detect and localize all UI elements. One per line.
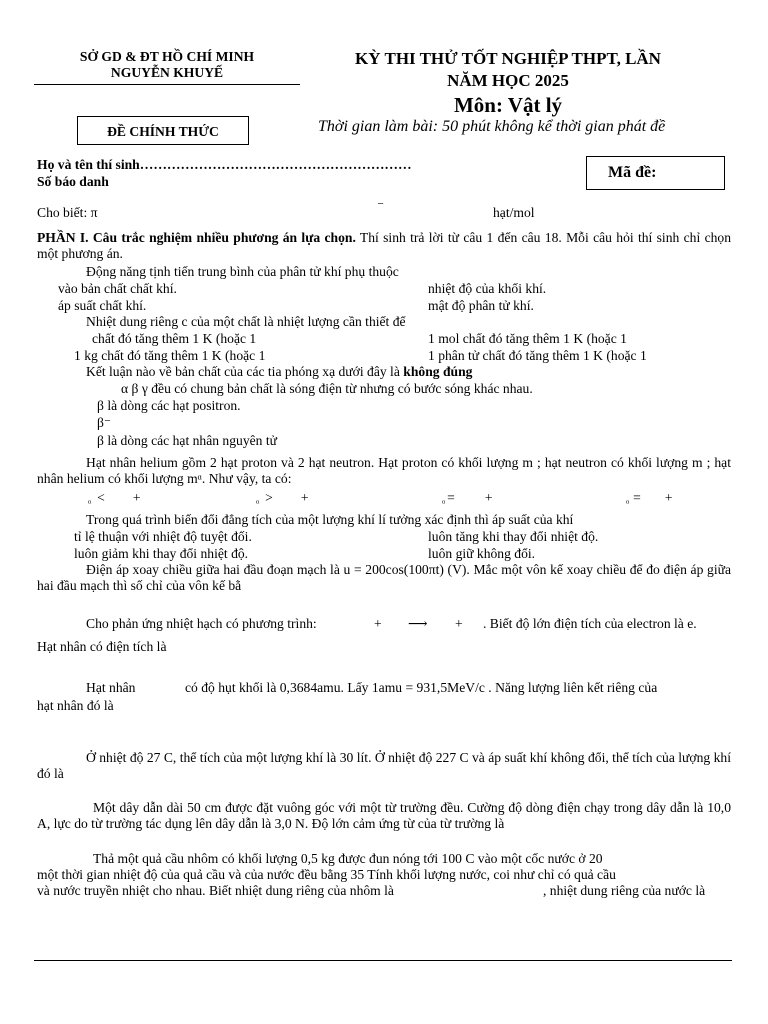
q11-line3-start: và nước truyền nhiệt cho nhau. Biết nhiệt dung riêng của nhôm là <box>37 883 394 898</box>
q4-b-plus: + <box>300 490 309 505</box>
q1-option-b: nhiệt độ của khối khí. <box>428 281 547 296</box>
q4-option-b <box>256 490 308 512</box>
q4-b-sub: ᵅ <box>256 498 260 509</box>
q4-d-op: = <box>633 490 641 505</box>
q9-stem: Ở nhiệt độ 27 C, thể tích của một lượng khí là 30 lít. Ở nhiệt độ 227 C và áp suất khí không đổi, thể tích của lượng khí đó là <box>37 750 731 781</box>
q1-stem: Động năng tịnh tiến trung bình của phân tử khí phụ thuộc <box>86 264 399 279</box>
q8-stem-start: Hạt nhân <box>86 680 136 695</box>
header-left-rule <box>34 84 300 85</box>
time-note: Thời gian làm bài: 50 phút không kể thời gian phát đề <box>318 118 666 135</box>
q4-c-plus: + <box>484 490 493 505</box>
part1-heading <box>37 230 731 262</box>
subject-title: Môn: Vật lý <box>453 93 563 117</box>
q1-option-c: áp suất chất khí. <box>58 298 147 313</box>
q1-option-d: mật độ phân tử khí. <box>428 298 534 313</box>
q6-stem: Điện áp xoay chiều giữa hai đầu đoạn mạch là u = 200cos(100πt) (V). Mắc một vôn kế xoay chiều để đo điện áp giữa hai đầu mạch thì số chỉ của vôn kế bằ <box>37 562 731 593</box>
q5-option-a: tỉ lệ thuận với nhiệt độ tuyệt đối. <box>74 529 252 544</box>
q5-option-b: luôn tăng khi thay đổi nhiệt độ. <box>428 529 599 544</box>
q7-stem-end: . Biết độ lớn điện tích của electron là e. <box>483 616 697 631</box>
q7-arrow: ⟶ <box>408 616 428 631</box>
q10-stem: Một dây dẫn dài 50 cm được đặt vuông góc với một từ trường đều. Cường độ dòng điện chạy trong dây dẫn là 10,0 A, lực do từ trường tác dụng lên dây dẫn là 3,0 N. Độ lớn cảm ứng từ của từ trường là <box>37 800 731 831</box>
q5-stem: Trong quá trình biến đổi đẳng tích của một lượng khí lí tưởng xác định thì áp suất của khí <box>86 512 574 527</box>
department-name: SỞ GD & ĐT HỒ CHÍ MINH <box>79 49 255 64</box>
q7-line2: Hạt nhân có điện tích là <box>37 639 167 654</box>
q11-line3-end: , nhiệt dung riêng của nước là <box>543 883 706 898</box>
q4-option-c <box>442 490 492 512</box>
q4-b-op: > <box>265 490 273 505</box>
part1-instruction: Thí sinh trả lời từ câu 1 đến câu 18. Mỗi câu hỏi thí sinh chỉ chọn một phương án. <box>37 230 731 261</box>
candidate-id-label: Số báo danh <box>37 174 109 189</box>
given-label: Cho biết: π <box>37 205 98 220</box>
q2-option-a: chất đó tăng thêm 1 K (hoặc 1 <box>92 331 257 346</box>
exam-title-line1: KỲ THI THỬ TỐT NGHIỆP THPT, LẦN <box>355 49 661 68</box>
q7-plus-1: + <box>374 616 382 631</box>
q3-option-c: β⁻ <box>97 415 112 430</box>
official-label: ĐỀ CHÍNH THỨC <box>107 124 219 139</box>
q7-stem: Cho phản ứng nhiệt hạch có phương trình: <box>86 616 317 631</box>
q5-option-d: luôn giữ không đổi. <box>428 546 536 561</box>
q2-stem: Nhiệt dung riêng c của một chất là nhiệt lượng cần thiết để <box>86 314 406 329</box>
candidate-name-label: Họ và tên thí sinh…………………………………………………… <box>37 157 412 172</box>
q3-stem <box>86 364 472 380</box>
q4-d-plus: + <box>664 490 673 505</box>
q3-option-d: β là dòng các hạt nhân nguyên tử <box>97 433 277 448</box>
q4-d-sub: ᵅ <box>626 498 630 509</box>
given-minus: ⁻ <box>377 198 385 213</box>
q4-a-sub: ᵅ <box>88 498 92 509</box>
q3-option-a: α β γ đều có chung bản chất là sóng điện từ nhưng có bước sóng khác nhau. <box>121 381 533 396</box>
q2-option-c: 1 kg chất đó tăng thêm 1 K (hoặc 1 <box>74 348 266 363</box>
q3-option-b: β là dòng các hạt positron. <box>97 398 241 413</box>
given-unit: hạt/mol <box>493 205 535 220</box>
q4-c-sub: ᵅ <box>442 498 446 509</box>
exam-title-line2: NĂM HỌC 2025 <box>447 71 569 90</box>
q3-stem-emphasis: không đúng <box>403 364 473 379</box>
q7-plus-2: + <box>455 616 463 631</box>
q2-option-d: 1 phân tử chất đó tăng thêm 1 K (hoặc 1 <box>428 348 647 363</box>
q4-option-d <box>626 490 672 512</box>
q8-line2: hạt nhân đó là <box>37 698 114 713</box>
footer-rule <box>34 960 732 961</box>
q4-c-op: = <box>447 490 455 505</box>
q4-a-op: < <box>97 490 105 505</box>
q8-stem: có độ hụt khối là 0,3684amu. Lấy 1amu = 931,5MeV/c . Năng lượng liên kết riêng của <box>185 680 658 695</box>
q4-option-a <box>88 490 140 512</box>
school-name: NGUYỄN KHUYẾ <box>110 65 224 80</box>
q3-stem-text: Kết luận nào về bản chất của các tia phóng xạ dưới đây là <box>86 364 404 379</box>
q11-line1: Thả một quả cầu nhôm có khối lượng 0,5 kg được đun nóng tới 100 C vào một cốc nước ở 20 <box>93 851 603 866</box>
q2-option-b: 1 mol chất đó tăng thêm 1 K (hoặc 1 <box>428 331 627 346</box>
q5-option-c: luôn giảm khi thay đổi nhiệt độ. <box>74 546 249 561</box>
part1-title: PHẦN I. Câu trắc nghiệm nhiều phương án lựa chọn. <box>37 230 356 245</box>
q11-line2: một thời gian nhiệt độ của quả cầu và của nước đều bằng 35 Tính khối lượng nước, coi như chỉ có quả cầu <box>37 867 616 882</box>
q4-stem: Hạt nhân helium gồm 2 hạt proton và 2 hạt neutron. Hạt proton có khối lượng m ; hạt neutron có khối lượng m ; hạt nhân helium có khối lượng mᵅ. Như vậy, ta có: <box>37 455 731 486</box>
q1-option-a: vào bản chất chất khí. <box>58 281 177 296</box>
exam-code-label: Mã đề: <box>608 164 657 181</box>
q4-a-plus: + <box>132 490 141 505</box>
